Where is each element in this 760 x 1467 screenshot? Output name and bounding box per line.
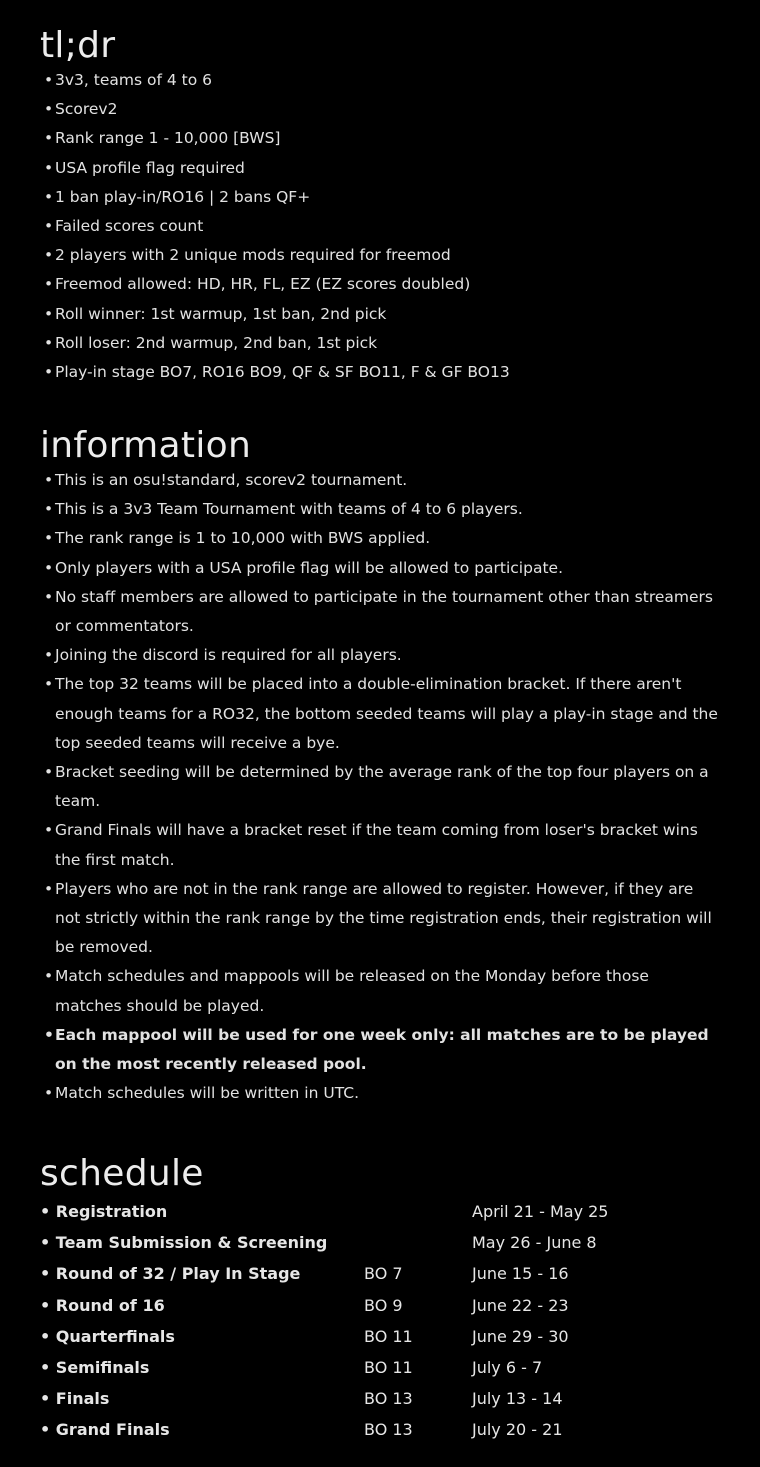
list-item: • This is a 3v3 Team Tournament with teams of 4 to 6 players. — [44, 495, 760, 524]
list-item: • No staff members are allowed to participate in the tournament other than streamers or commentators. — [44, 583, 760, 641]
table-row — [0, 1258, 760, 1289]
list-item: • Roll loser: 2nd warmup, 2nd ban, 1st pick — [44, 329, 760, 358]
list-item: • The top 32 teams will be placed into a double-elimination bracket. If there aren't enough teams for a RO32, the bottom seeded teams will play a play-in stage and the top seeded teams will receive a bye. — [44, 670, 760, 758]
schedule-dates: May 26 - June 8 — [472, 1233, 597, 1253]
list-item: • Rank range 1 - 10,000 [BWS] — [44, 124, 760, 153]
schedule-dates: June 22 - 23 — [472, 1295, 569, 1315]
schedule-best-of: BO 13 — [364, 1389, 413, 1409]
list-item: • Match schedules will be written in UTC. — [44, 1079, 760, 1108]
list-item: • The rank range is 1 to 10,000 with BWS applied. — [44, 524, 760, 553]
tldr-list — [0, 66, 760, 387]
schedule-dates: July 13 - 14 — [472, 1389, 563, 1409]
list-item: • Match schedules and mappools will be released on the Monday before those matches should be played. — [44, 962, 760, 1020]
schedule-best-of: BO 7 — [364, 1264, 403, 1284]
schedule-section — [0, 1154, 760, 1446]
tldr-section — [0, 26, 760, 387]
schedule-table — [0, 1196, 760, 1446]
schedule-event: • Round of 32 / Play In Stage — [40, 1258, 300, 1289]
list-item: • Joining the discord is required for all players. — [44, 641, 760, 670]
information-heading: information — [40, 425, 252, 466]
list-item: • 1 ban play-in/RO16 | 2 bans QF+ — [44, 183, 760, 212]
list-item: • 3v3, teams of 4 to 6 — [44, 66, 760, 95]
schedule-event: • Registration — [40, 1196, 167, 1227]
schedule-event: • Round of 16 — [40, 1290, 165, 1321]
information-section — [0, 426, 760, 1108]
information-list — [0, 466, 760, 1108]
schedule-event: • Team Submission & Screening — [40, 1227, 327, 1258]
table-row — [0, 1227, 760, 1258]
schedule-dates: April 21 - May 25 — [472, 1202, 609, 1221]
schedule-best-of: BO 9 — [364, 1295, 403, 1315]
schedule-best-of: BO 13 — [364, 1420, 413, 1440]
schedule-event: • Semifinals — [40, 1352, 149, 1383]
list-item: • Grand Finals will have a bracket reset if the team coming from loser's bracket wins the first match. — [44, 816, 760, 874]
table-row — [0, 1290, 760, 1321]
schedule-heading: schedule — [40, 1153, 204, 1194]
schedule-event: • Grand Finals — [40, 1414, 170, 1445]
schedule-best-of: BO 11 — [364, 1357, 413, 1377]
table-row — [0, 1196, 760, 1227]
schedule-dates: July 20 - 21 — [472, 1420, 563, 1440]
list-item: • Freemod allowed: HD, HR, FL, EZ (EZ scores doubled) — [44, 270, 760, 299]
list-item: • Roll winner: 1st warmup, 1st ban, 2nd pick — [44, 300, 760, 329]
list-item: • 2 players with 2 unique mods required for freemod — [44, 241, 760, 270]
table-row — [0, 1352, 760, 1383]
schedule-event: • Quarterfinals — [40, 1321, 175, 1352]
schedule-best-of: BO 11 — [364, 1326, 413, 1346]
list-item: • This is an osu!standard, scorev2 tournament. — [44, 466, 760, 495]
list-item: • Scorev2 — [44, 95, 760, 124]
list-item: • Failed scores count — [44, 212, 760, 241]
tldr-heading: tl;dr — [40, 25, 116, 66]
list-item: • Players who are not in the rank range are allowed to register. However, if they are not strictly within the rank range by the time registration ends, their registration will be removed. — [44, 875, 760, 963]
list-item: • Only players with a USA profile flag will be allowed to participate. — [44, 554, 760, 583]
schedule-dates: June 15 - 16 — [472, 1264, 569, 1284]
schedule-event: • Finals — [40, 1383, 109, 1414]
list-item-emphasis: • Each mappool will be used for one week only: all matches are to be played on the most recently released pool. — [44, 1021, 760, 1079]
table-row — [0, 1321, 760, 1352]
schedule-dates: June 29 - 30 — [472, 1326, 569, 1346]
table-row — [0, 1414, 760, 1445]
schedule-dates: July 6 - 7 — [472, 1357, 543, 1377]
list-item: • Play-in stage BO7, RO16 BO9, QF & SF BO11, F & GF BO13 — [44, 358, 760, 387]
list-item: • Bracket seeding will be determined by the average rank of the top four players on a team. — [44, 758, 760, 816]
table-row — [0, 1383, 760, 1414]
list-item: • USA profile flag required — [44, 154, 760, 183]
